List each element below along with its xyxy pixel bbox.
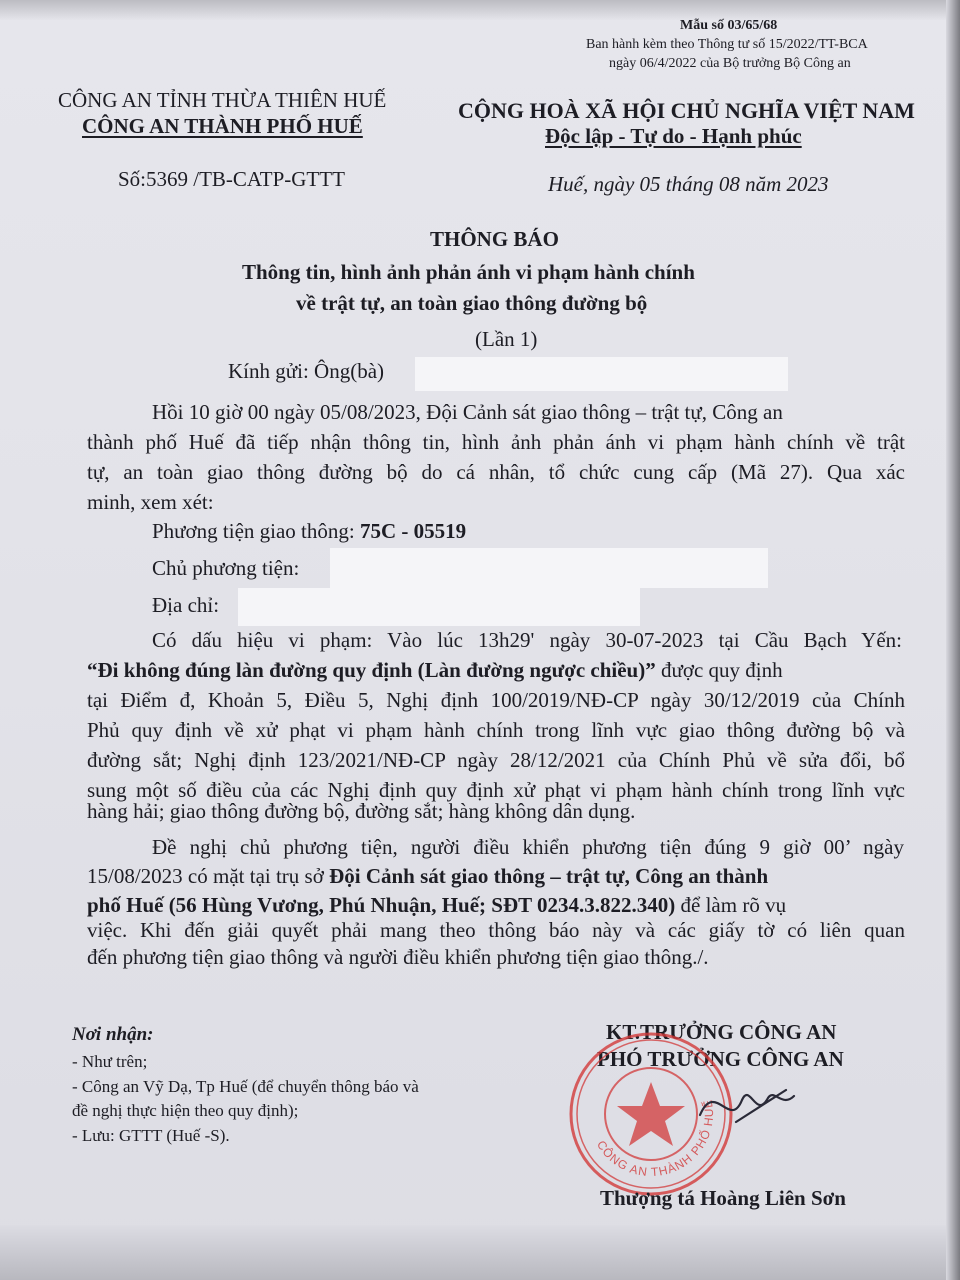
paragraph3-line2 — [87, 864, 768, 889]
addressee-label: Kính gửi: Ông(bà) — [228, 359, 385, 383]
violation-description: “Đi không đúng làn đường quy định (Làn đường ngược chiều)” — [87, 658, 656, 682]
national-motto: Độc lập - Tự do - Hạnh phúc — [545, 124, 802, 148]
signature-line2: PHÓ TRƯỞNG CÔNG AN — [597, 1047, 844, 1071]
stamp-text: CÔNG AN THÀNH PHỐ HUẾ — [593, 1098, 717, 1180]
office-name: Đội Cảnh sát giao thông – trật tự, Công an thành — [329, 864, 769, 888]
redacted-address — [238, 588, 640, 626]
paragraph2-line7: hàng hải; giao thông đường bộ, đường sắt; hàng không dân dụng. — [87, 799, 636, 823]
vehicle-row — [152, 519, 466, 544]
signer-name: Thượng tá Hoàng Liên Sơn — [600, 1186, 846, 1210]
star-icon — [617, 1082, 685, 1146]
paragraph2-line1: Có dấu hiệu vi phạm: Vào lúc 13h29' ngày 30-07-2023 tại Cầu Bạch Yến: — [152, 628, 902, 652]
paragraph3-line4: việc. Khi đến giải quyết phải mang theo thông báo này và các giấy tờ có liên quan — [87, 918, 905, 942]
redacted-addressee — [415, 357, 788, 391]
paragraph3-line1: Đề nghị chủ phương tiện, người điều khiển phương tiện đúng 9 giờ 00’ ngày — [152, 835, 904, 859]
paragraph3-line5: đến phương tiện giao thông và người điều khiển phương tiện giao thông./. — [87, 945, 709, 969]
paragraph3-line2-text: 15/08/2023 có mặt tại trụ sở — [87, 864, 330, 888]
paragraph1-line3: tự, an toàn giao thông đường bộ do cá nhân, tổ chức cung cấp (Mã 27). Qua xác — [87, 460, 905, 484]
paragraph1-line2: thành phố Huế đã tiếp nhận thông tin, hình ảnh phản ánh vi phạm hành chính về trật — [87, 430, 905, 454]
notice-subtitle-line2: về trật tự, an toàn giao thông đường bộ — [296, 291, 648, 315]
place-date: Huế, ngày 05 tháng 08 năm 2023 — [548, 172, 829, 196]
vehicle-label: Phương tiện giao thông: — [152, 519, 355, 543]
signature-line1: KT.TRƯỞNG CÔNG AN — [606, 1020, 837, 1044]
recipients-label: Nơi nhận: — [72, 1024, 154, 1045]
paragraph1-line4: minh, xem xét: — [87, 490, 214, 514]
recipient-1: - Như trên; — [72, 1052, 148, 1071]
republic-title: CỘNG HOÀ XÃ HỘI CHỦ NGHĨA VIỆT NAM — [458, 98, 915, 123]
page-shadow-bottom — [0, 1225, 960, 1280]
paragraph3-line3-rest: để làm rõ vụ — [675, 893, 787, 917]
owner-label: Chủ phương tiện: — [152, 556, 300, 580]
paragraph1-line1: Hồi 10 giờ 00 ngày 05/08/2023, Đội Cảnh sát giao thông – trật tự, Công an — [152, 400, 783, 424]
notice-round: (Lần 1) — [475, 327, 538, 351]
vehicle-plate: 75C - 05519 — [359, 519, 467, 543]
notice-title: THÔNG BÁO — [430, 227, 559, 251]
page-edge-right — [946, 0, 960, 1280]
agency-parent: CÔNG AN TỈNH THỪA THIÊN HUẾ — [58, 88, 387, 112]
paragraph3-line3 — [87, 893, 786, 918]
page-shadow-top — [0, 0, 960, 20]
form-issued-with: Ban hành kèm theo Thông tư số 15/2022/TT-BCA — [586, 37, 868, 52]
recipient-2-line2: đề nghị thực hiện theo quy định); — [72, 1101, 299, 1120]
form-number: Mẫu số 03/65/68 — [680, 18, 778, 33]
address-label: Địa chỉ: — [152, 593, 220, 617]
office-address: phố Huế (56 Hùng Vương, Phú Nhuận, Huế; SĐT 0234.3.822.340) — [87, 893, 676, 917]
paragraph2-line4: Phủ quy định về xử phạt vi phạm hành chính trong lĩnh vực giao thông đường bộ và — [87, 718, 905, 742]
notice-subtitle-line1: Thông tin, hình ảnh phản ánh vi phạm hành chính — [242, 260, 695, 284]
paragraph2-line3: tại Điểm đ, Khoản 5, Điều 5, Nghị định 100/2019/NĐ-CP ngày 30/12/2019 của Chính — [87, 688, 905, 712]
document-number: Số:5369 /TB-CATP-GTTT — [118, 167, 345, 191]
handwritten-signature — [690, 1060, 810, 1140]
violation-trailing: được quy định — [655, 658, 783, 682]
agency-name: CÔNG AN THÀNH PHỐ HUẾ — [82, 114, 363, 138]
recipient-2-line1: - Công an Vỹ Dạ, Tp Huế (để chuyển thông báo và — [72, 1077, 419, 1096]
recipient-3: - Lưu: GTTT (Huế -S). — [72, 1126, 230, 1145]
redacted-owner — [330, 548, 768, 588]
paragraph2-line2 — [87, 658, 783, 683]
paragraph2-line6: sung một số điều của các Nghị định quy định xử phạt vi phạm hành chính trong lĩnh vực — [87, 778, 905, 802]
paragraph2-line5: đường sắt; Nghị định 123/2021/NĐ-CP ngày 28/12/2021 của Chính Phủ về sửa đổi, bổ — [87, 748, 905, 772]
form-issued-date: ngày 06/4/2022 của Bộ trưởng Bộ Công an — [609, 56, 851, 71]
